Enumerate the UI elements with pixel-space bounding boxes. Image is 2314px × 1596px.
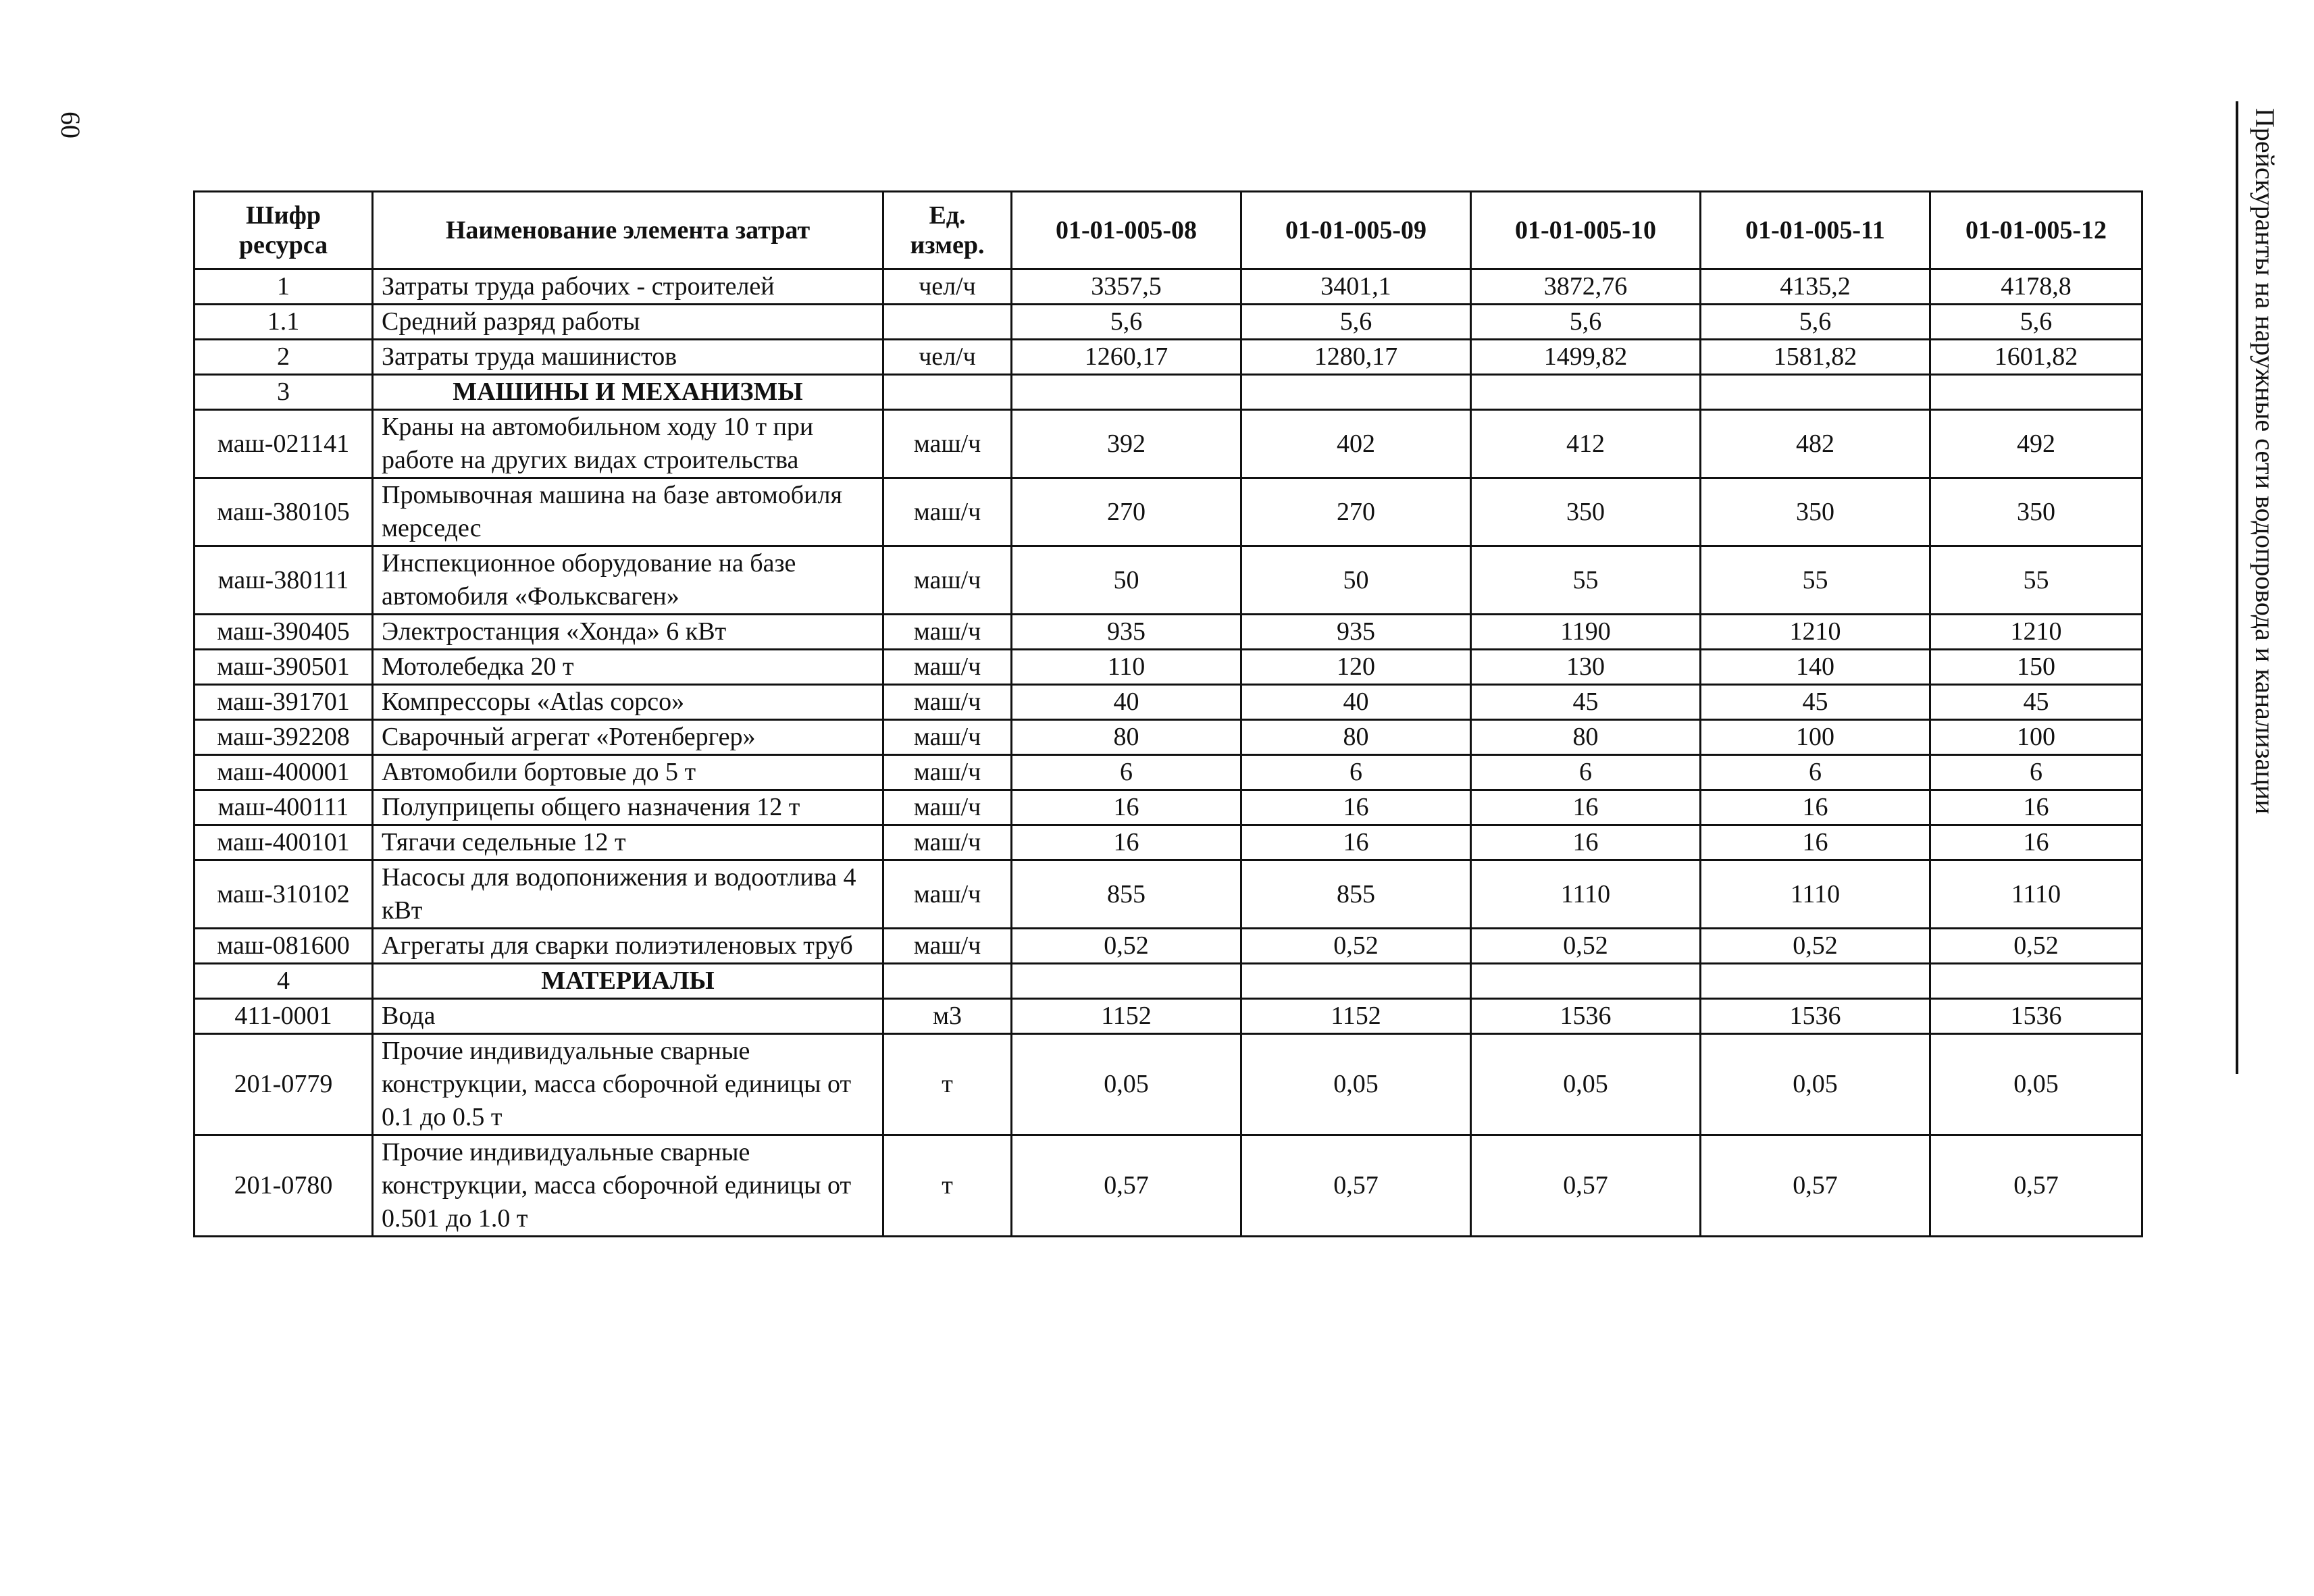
cell-unit: маш/ч <box>883 615 1012 650</box>
cell-value: 1110 <box>1930 860 2142 929</box>
table-row <box>195 615 2142 650</box>
cell-resource-code: 3 <box>195 375 373 410</box>
cell-value: 3401,1 <box>1241 269 1471 305</box>
cell-unit: маш/ч <box>883 410 1012 478</box>
cell-value: 492 <box>1930 410 2142 478</box>
cell-value: 50 <box>1012 546 1241 615</box>
cell-resource-code: маш-400101 <box>195 825 373 860</box>
cell-value: 1110 <box>1471 860 1701 929</box>
table-row <box>195 685 2142 720</box>
cell-value: 6 <box>1241 755 1471 790</box>
resource-cost-table <box>193 190 2143 1237</box>
cell-value: 50 <box>1241 546 1471 615</box>
cell-value: 0,05 <box>1930 1034 2142 1135</box>
cell-value: 1536 <box>1701 999 1930 1034</box>
cell-value: 935 <box>1012 615 1241 650</box>
cell-resource-code: маш-081600 <box>195 929 373 964</box>
cell-value: 855 <box>1241 860 1471 929</box>
cell-value: 1499,82 <box>1471 340 1701 375</box>
header-col-1: 01-01-005-08 <box>1012 192 1241 269</box>
cell-value: 0,57 <box>1012 1135 1241 1237</box>
cell-value: 1536 <box>1930 999 2142 1034</box>
cell-resource-code: 411-0001 <box>195 999 373 1034</box>
cell-value: 55 <box>1701 546 1930 615</box>
table-row <box>195 305 2142 340</box>
cell-value: 392 <box>1012 410 1241 478</box>
cell-element-name: Затраты труда рабочих - строителей <box>373 269 883 305</box>
cell-unit: маш/ч <box>883 685 1012 720</box>
cell-value: 16 <box>1701 825 1930 860</box>
cell-value <box>1012 964 1241 999</box>
cell-unit: маш/ч <box>883 546 1012 615</box>
cell-unit: чел/ч <box>883 269 1012 305</box>
cell-element-name: Затраты труда машинистов <box>373 340 883 375</box>
cell-value <box>1471 375 1701 410</box>
cell-unit <box>883 964 1012 999</box>
table-row <box>195 720 2142 755</box>
table-header-row <box>195 192 2142 269</box>
header-col-5: 01-01-005-12 <box>1930 192 2142 269</box>
cell-element-name: Сварочный агрегат «Ротенбергер» <box>373 720 883 755</box>
cell-value: 55 <box>1930 546 2142 615</box>
cell-value: 0,52 <box>1930 929 2142 964</box>
cell-resource-code: маш-392208 <box>195 720 373 755</box>
cell-value: 0,05 <box>1241 1034 1471 1135</box>
cell-value: 0,57 <box>1471 1135 1701 1237</box>
cell-value: 0,05 <box>1012 1034 1241 1135</box>
cell-resource-code: маш-390405 <box>195 615 373 650</box>
cell-value: 0,52 <box>1012 929 1241 964</box>
cell-resource-code: 1 <box>195 269 373 305</box>
cell-value: 110 <box>1012 650 1241 685</box>
cell-element-name: Инспекционное оборудование на базе автомобиля «Фольксваген» <box>373 546 883 615</box>
cell-element-name: Промывочная машина на базе автомобиля мерседес <box>373 478 883 546</box>
cell-unit: маш/ч <box>883 478 1012 546</box>
cell-value: 5,6 <box>1471 305 1701 340</box>
cell-value: 1601,82 <box>1930 340 2142 375</box>
cell-value: 1260,17 <box>1012 340 1241 375</box>
cell-value: 1210 <box>1930 615 2142 650</box>
cell-unit: маш/ч <box>883 825 1012 860</box>
cell-value <box>1701 964 1930 999</box>
cell-value: 16 <box>1930 825 2142 860</box>
cell-resource-code: маш-380111 <box>195 546 373 615</box>
cell-value <box>1930 964 2142 999</box>
table-row <box>195 650 2142 685</box>
cell-resource-code: маш-400111 <box>195 790 373 825</box>
table-row <box>195 1034 2142 1135</box>
header-col-3: 01-01-005-10 <box>1471 192 1701 269</box>
section-row <box>195 964 2142 999</box>
cell-value: 0,57 <box>1930 1135 2142 1237</box>
cell-resource-code: 201-0779 <box>195 1034 373 1135</box>
cell-value: 935 <box>1241 615 1471 650</box>
cell-section-title: МАШИНЫ И МЕХАНИЗМЫ <box>373 375 883 410</box>
table-row <box>195 340 2142 375</box>
cell-resource-code: маш-390501 <box>195 650 373 685</box>
cell-unit <box>883 305 1012 340</box>
cell-value: 0,05 <box>1701 1034 1930 1135</box>
cell-resource-code: маш-400001 <box>195 755 373 790</box>
cell-value: 80 <box>1241 720 1471 755</box>
cell-element-name: Электростанция «Хонда» 6 кВт <box>373 615 883 650</box>
cell-value: 150 <box>1930 650 2142 685</box>
table-row <box>195 790 2142 825</box>
table-row <box>195 860 2142 929</box>
cell-value: 3357,5 <box>1012 269 1241 305</box>
cell-resource-code: маш-310102 <box>195 860 373 929</box>
cell-value: 130 <box>1471 650 1701 685</box>
cell-value <box>1241 964 1471 999</box>
cell-element-name: Компрессоры «Atlas copco» <box>373 685 883 720</box>
running-title <box>2228 108 2302 851</box>
cell-value: 6 <box>1701 755 1930 790</box>
cell-value: 6 <box>1930 755 2142 790</box>
cell-element-name: Средний разряд работы <box>373 305 883 340</box>
cell-value: 1581,82 <box>1701 340 1930 375</box>
cell-value: 140 <box>1701 650 1930 685</box>
cell-value: 100 <box>1701 720 1930 755</box>
header-col-2: 01-01-005-09 <box>1241 192 1471 269</box>
cell-unit: маш/ч <box>883 720 1012 755</box>
cell-value: 16 <box>1701 790 1930 825</box>
cell-value: 1152 <box>1012 999 1241 1034</box>
cell-value: 1536 <box>1471 999 1701 1034</box>
cell-value: 1152 <box>1241 999 1471 1034</box>
cell-value: 16 <box>1471 825 1701 860</box>
table-row <box>195 1135 2142 1237</box>
table-row <box>195 478 2142 546</box>
cell-value: 40 <box>1012 685 1241 720</box>
cell-value: 4178,8 <box>1930 269 2142 305</box>
section-row <box>195 375 2142 410</box>
table-body <box>195 269 2142 1237</box>
cell-element-name: Мотолебедка 20 т <box>373 650 883 685</box>
cell-value: 350 <box>1471 478 1701 546</box>
cell-value <box>1930 375 2142 410</box>
cell-value: 1280,17 <box>1241 340 1471 375</box>
header-unit: Ед. измер. <box>883 192 1012 269</box>
cell-resource-code: маш-380105 <box>195 478 373 546</box>
cell-value: 412 <box>1471 410 1701 478</box>
cell-value: 16 <box>1241 825 1471 860</box>
cell-resource-code: маш-021141 <box>195 410 373 478</box>
cell-value: 5,6 <box>1241 305 1471 340</box>
cell-value: 0,57 <box>1701 1135 1930 1237</box>
cell-value: 16 <box>1012 790 1241 825</box>
cell-value: 40 <box>1241 685 1471 720</box>
cell-section-title: МАТЕРИАЛЫ <box>373 964 883 999</box>
table-row <box>195 929 2142 964</box>
cell-value: 16 <box>1012 825 1241 860</box>
cell-element-name: Вода <box>373 999 883 1034</box>
table-row <box>195 410 2142 478</box>
cell-value <box>1701 375 1930 410</box>
cell-value: 45 <box>1471 685 1701 720</box>
cell-value: 55 <box>1471 546 1701 615</box>
cell-value: 402 <box>1241 410 1471 478</box>
cell-value: 5,6 <box>1930 305 2142 340</box>
cell-element-name: Прочие индивидуальные сварные конструкции, масса сборочной единицы от 0.501 до 1.0 т <box>373 1135 883 1237</box>
cell-value: 5,6 <box>1012 305 1241 340</box>
cell-element-name: Полуприцепы общего назначения 12 т <box>373 790 883 825</box>
cell-value: 16 <box>1471 790 1701 825</box>
cell-element-name: Агрегаты для сварки полиэтиленовых труб <box>373 929 883 964</box>
cell-value: 16 <box>1930 790 2142 825</box>
table-row <box>195 546 2142 615</box>
cell-value <box>1471 964 1701 999</box>
cell-value: 855 <box>1012 860 1241 929</box>
cell-unit: т <box>883 1135 1012 1237</box>
cell-value: 482 <box>1701 410 1930 478</box>
cell-value: 270 <box>1012 478 1241 546</box>
cell-unit: маш/ч <box>883 755 1012 790</box>
cell-value: 45 <box>1930 685 2142 720</box>
cell-unit: маш/ч <box>883 650 1012 685</box>
cell-element-name: Насосы для водопонижения и водоотлива 4 кВт <box>373 860 883 929</box>
running-title-text: Прейскуранты на наружные сети водопровода и канализации <box>2250 108 2280 815</box>
cell-resource-code: маш-391701 <box>195 685 373 720</box>
cell-value: 3872,76 <box>1471 269 1701 305</box>
cell-value: 80 <box>1471 720 1701 755</box>
cell-resource-code: 1.1 <box>195 305 373 340</box>
cell-value: 270 <box>1241 478 1471 546</box>
cell-unit: маш/ч <box>883 860 1012 929</box>
table-row <box>195 999 2142 1034</box>
cell-unit: маш/ч <box>883 929 1012 964</box>
cell-value: 4135,2 <box>1701 269 1930 305</box>
cell-value: 80 <box>1012 720 1241 755</box>
cell-value: 0,52 <box>1471 929 1701 964</box>
cell-value: 0,52 <box>1701 929 1930 964</box>
cell-value: 350 <box>1930 478 2142 546</box>
cell-resource-code: 4 <box>195 964 373 999</box>
cell-value: 1110 <box>1701 860 1930 929</box>
cell-value: 5,6 <box>1701 305 1930 340</box>
cell-resource-code: 2 <box>195 340 373 375</box>
cell-element-name: Автомобили бортовые до 5 т <box>373 755 883 790</box>
table-row <box>195 269 2142 305</box>
cell-value: 120 <box>1241 650 1471 685</box>
table-row <box>195 755 2142 790</box>
cell-value: 100 <box>1930 720 2142 755</box>
page-number: 60 <box>55 111 86 138</box>
cell-element-name: Прочие индивидуальные сварные конструкции, масса сборочной единицы от 0.1 до 0.5 т <box>373 1034 883 1135</box>
header-element-name: Наименование элемента затрат <box>373 192 883 269</box>
cell-value: 45 <box>1701 685 1930 720</box>
cell-value: 6 <box>1471 755 1701 790</box>
cell-value: 6 <box>1012 755 1241 790</box>
cell-value: 0,57 <box>1241 1135 1471 1237</box>
cell-value: 0,05 <box>1471 1034 1701 1135</box>
cell-element-name: Тягачи седельные 12 т <box>373 825 883 860</box>
cell-element-name: Краны на автомобильном ходу 10 т при работе на других видах строительства <box>373 410 883 478</box>
table-row <box>195 825 2142 860</box>
cell-value: 350 <box>1701 478 1930 546</box>
cell-unit: т <box>883 1034 1012 1135</box>
cell-resource-code: 201-0780 <box>195 1135 373 1237</box>
header-resource-code: Шифр ресурса <box>195 192 373 269</box>
cell-value: 0,52 <box>1241 929 1471 964</box>
cell-value <box>1012 375 1241 410</box>
cell-unit: чел/ч <box>883 340 1012 375</box>
cell-unit: маш/ч <box>883 790 1012 825</box>
cell-unit: м3 <box>883 999 1012 1034</box>
cell-unit <box>883 375 1012 410</box>
cell-value: 1210 <box>1701 615 1930 650</box>
cell-value: 16 <box>1241 790 1471 825</box>
cell-value <box>1241 375 1471 410</box>
header-col-4: 01-01-005-11 <box>1701 192 1930 269</box>
cell-value: 1190 <box>1471 615 1701 650</box>
